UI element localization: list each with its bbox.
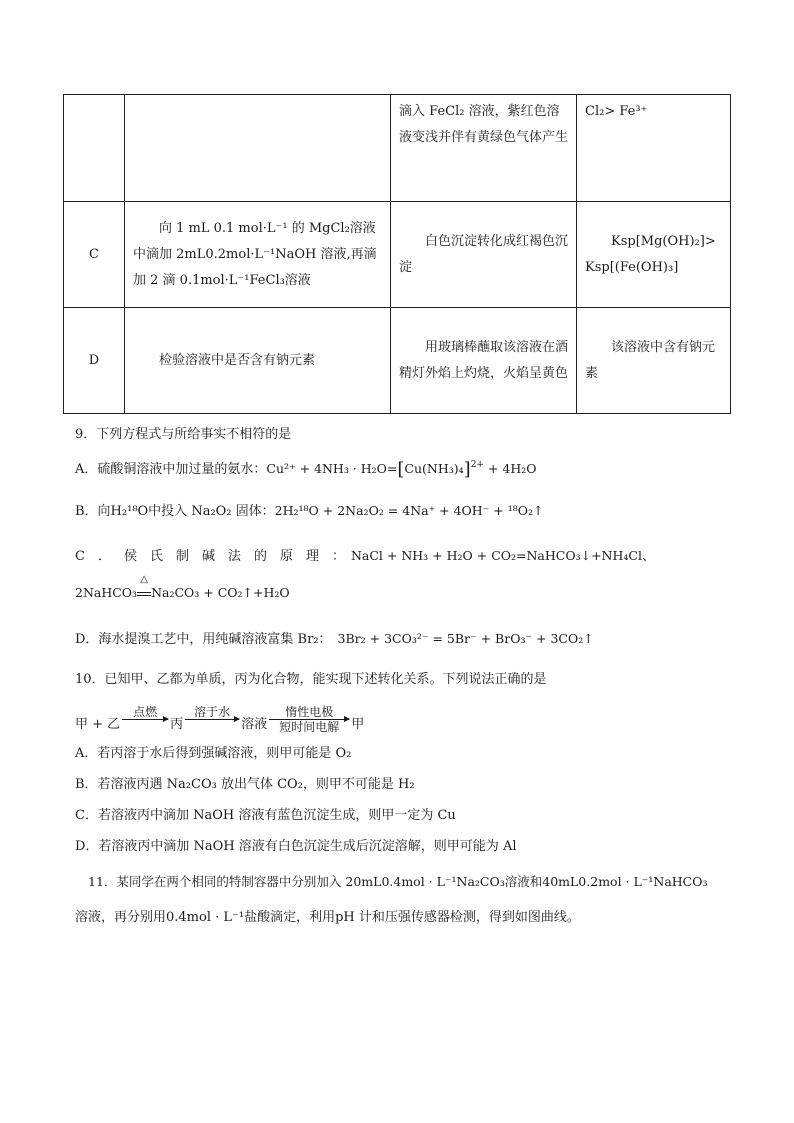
option-c-colon: ：: [331, 549, 345, 564]
option-d-text: D．海水提溴工艺中，用纯碱溶液富集 Br₂：: [75, 632, 332, 647]
conclusion-cell: 该溶液中含有钠元素: [577, 308, 731, 414]
scheme-mid-1: 丙: [170, 717, 184, 732]
question-9-option-b: [75, 500, 543, 519]
bracket-open: [: [397, 459, 405, 480]
question-10-option-b: B．若溶液丙遇 Na₂CO₃ 放出气体 CO₂，则甲不可能是 H₂: [75, 777, 415, 792]
operation-cell: [125, 95, 391, 202]
phenomenon-cell: 用玻璃棒蘸取该溶液在酒精灯外焰上灼烧，火焰呈黄色: [391, 308, 577, 414]
bracket-close: ]: [463, 459, 471, 480]
option-b-equation: 2H₂¹⁸O + 2Na₂O₂ = 4Na⁺ + 4OH⁻ + ¹⁸O₂↑: [274, 503, 544, 518]
question-9-option-a: [75, 458, 537, 480]
operation-cell: 向 1 mL 0.1 mol·L⁻¹ 的 MgCl₂溶液中滴加 2mL0.2mol·L⁻¹NaOH 溶液,再滴加 2 滴 0.1mol·L⁻¹FeCl₃溶液: [125, 202, 391, 308]
arrow-right-icon: [122, 719, 168, 720]
question-9-option-d: [75, 628, 594, 647]
scheme-start: 甲 + 乙: [75, 717, 121, 732]
arrow-dissolve-label: 溶于水: [194, 705, 231, 719]
option-c-equation-1: NaCl + NH₃ + H₂O + CO₂=NaHCO₃↓+NH₄Cl: [350, 548, 642, 563]
table-row: [64, 308, 731, 414]
question-9-option-c: [75, 545, 655, 564]
conclusion-cell: Ksp[Mg(OH)₂]> Ksp[(Fe(OH)₃]: [577, 202, 731, 308]
phenomenon-cell: 滴入 FeCl₂ 溶液，紫红色溶液变浅并伴有黄绿色气体产生: [391, 95, 577, 202]
arrow-electrolysis: [269, 705, 349, 734]
option-d-equation: 3Br₂ + 3CO₃²⁻ = 5Br⁻ + BrO₃⁻ + 3CO₂↑: [337, 631, 594, 646]
question-9-option-c-cont: [75, 574, 290, 601]
heat-icon: △: [140, 574, 148, 585]
question-9-stem: 9．下列方程式与所给事实不相符的是: [75, 427, 292, 442]
arrow-ignite-label: 点燃: [133, 705, 158, 719]
question-10-stem: 10．已知甲、乙都为单质，丙为化合物，能实现下述转化关系。下列说法正确的是: [75, 672, 547, 687]
phenomenon-cell: 白色沉淀转化成红褐色沉淀: [391, 202, 577, 308]
arrow-right-icon: [185, 719, 239, 720]
option-a-text: A．硫酸铜溶液中加过量的氨水：: [75, 462, 267, 477]
arrow-electrolysis-top: 惰性电极: [285, 705, 334, 719]
option-a-equation-left: Cu²⁺ + 4NH₃ · H₂O=: [266, 461, 398, 476]
heat-equals-sign: [137, 574, 151, 601]
option-c-equation-2-left: 2NaHCO₃: [75, 585, 138, 600]
question-11-line-1: 11．某同学在两个相同的特制容器中分别加入 20mL0.4mol · L⁻¹Na₂CO₃溶液和40mL0.2mol · L⁻¹NaHCO₃: [88, 874, 708, 889]
option-c-separator: 、: [641, 549, 655, 564]
question-10-option-a: A．若丙溶于水后得到强碱溶液，则甲可能是 O₂: [75, 746, 352, 761]
arrow-electrolysis-bottom: 短时间电解: [279, 720, 340, 734]
question-10-option-c: C．若溶液丙中滴加 NaOH 溶液有蓝色沉淀生成，则甲一定为 Cu: [75, 808, 456, 823]
arrow-right-icon: [269, 719, 349, 720]
arrow-dissolve: [185, 705, 239, 734]
question-11-line-2: 溶液，再分别用0.4mol · L⁻¹盐酸滴定，利用pH 计和压强传感器检测，得到如图曲线。: [75, 910, 580, 925]
option-a-charge: 2+: [470, 460, 484, 470]
table-row: [64, 95, 731, 202]
option-b-text: B．向H₂¹⁸O中投入 Na₂O₂ 固体：: [75, 504, 275, 519]
question-10-scheme: [75, 700, 364, 734]
operation-cell: 检验溶液中是否含有钠元素: [125, 308, 391, 414]
experiment-table: [63, 94, 731, 414]
scheme-mid-2: 溶液: [241, 717, 268, 732]
row-label: D: [64, 308, 125, 414]
option-a-complex: Cu(NH₃)₄: [404, 461, 464, 476]
row-label: [64, 95, 125, 202]
option-a-equation-right: + 4H₂O: [483, 461, 537, 476]
table-row: [64, 202, 731, 308]
arrow-ignite: [122, 705, 168, 734]
row-label: C: [64, 202, 125, 308]
option-c-equation-2-right: Na₂CO₃ + CO₂↑+H₂O: [151, 585, 290, 600]
option-c-text: C．侯氏制碱法的原理: [75, 549, 332, 564]
conclusion-cell: Cl₂> Fe³⁺: [577, 95, 731, 202]
scheme-end: 甲: [351, 717, 365, 732]
question-10-option-d: D．若溶液丙中滴加 NaOH 溶液有白色沉淀生成后沉淀溶解，则甲可能为 Al: [75, 839, 517, 854]
